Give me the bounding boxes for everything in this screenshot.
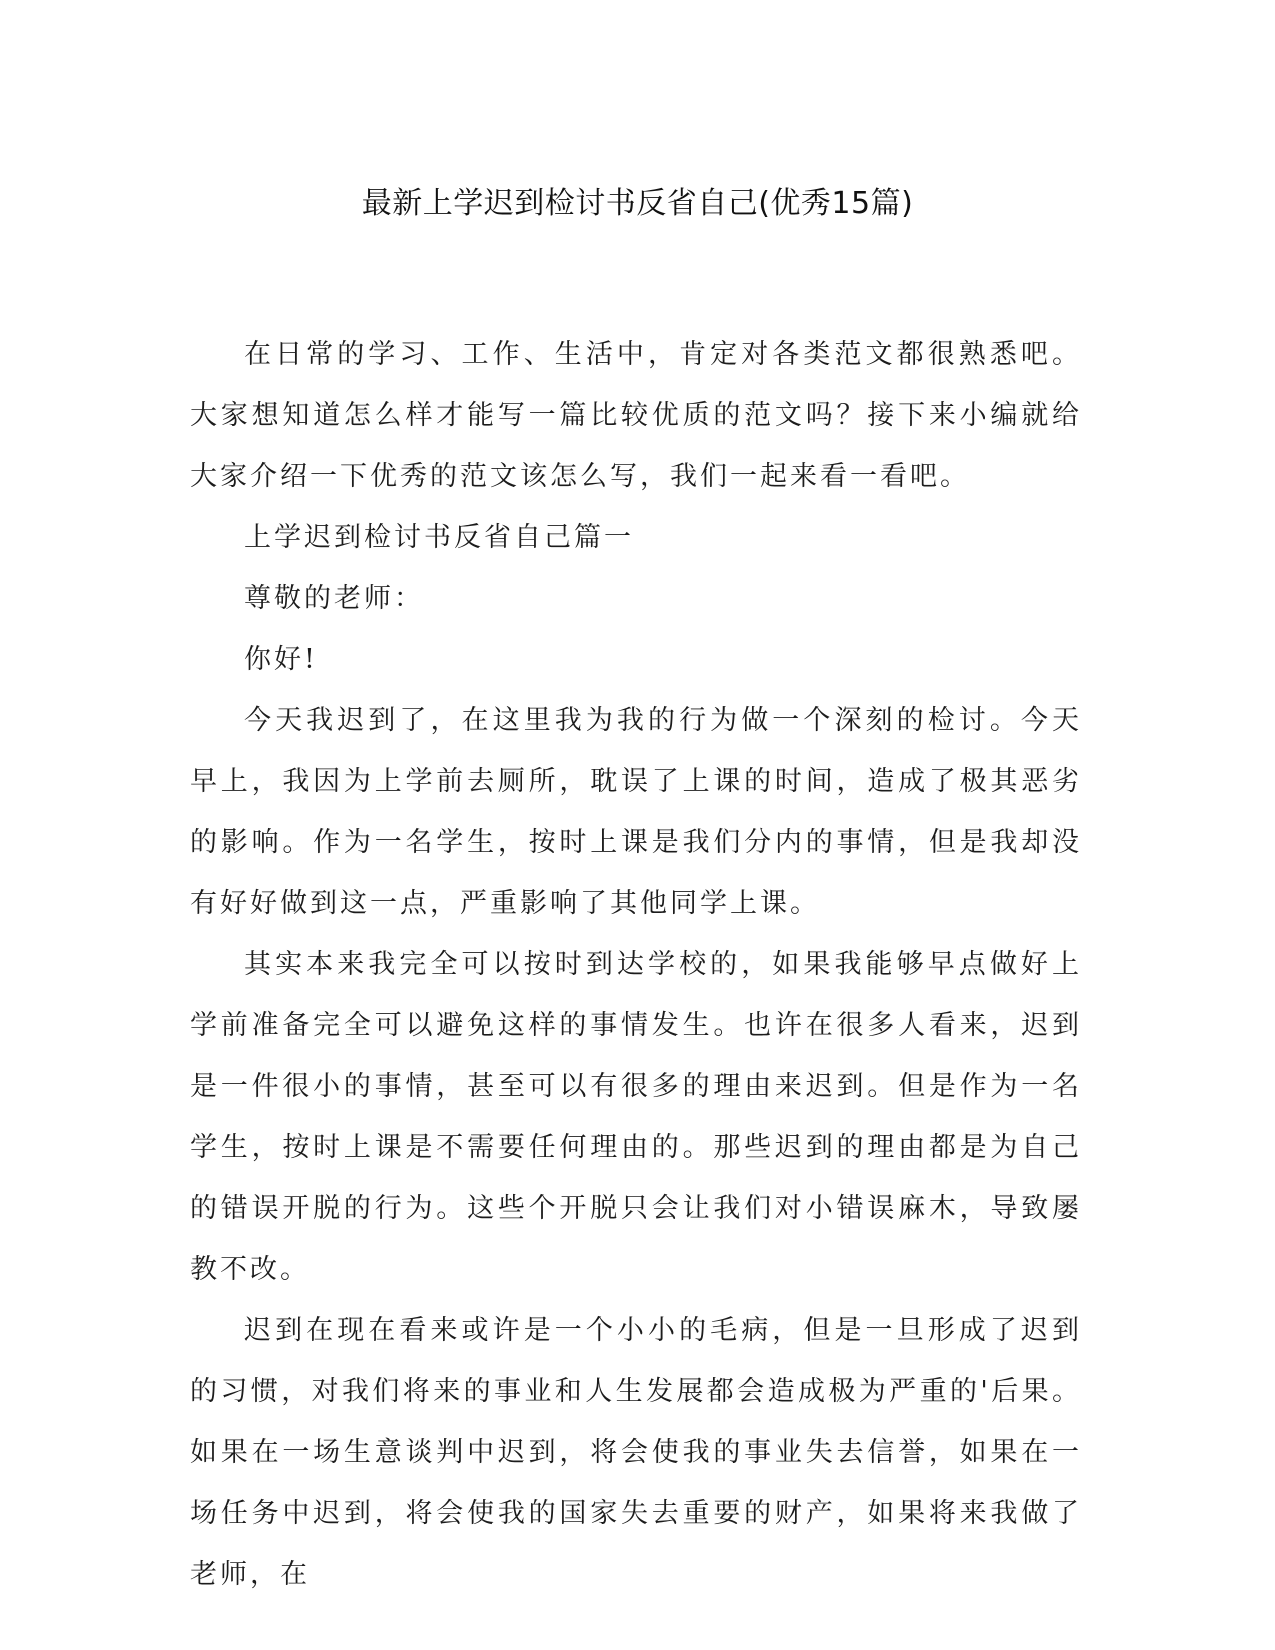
intro-paragraph: 在日常的学习、工作、生活中，肯定对各类范文都很熟悉吧。大家想知道怎么样才能写一篇比较优质的范文吗？接下来小编就给大家介绍一下优秀的范文该怎么写，我们一起来看一看吧。	[190, 339, 1082, 492]
greeting: 你好!	[244, 644, 318, 675]
body-paragraph: 今天我迟到了，在这里我为我的行为做一个深刻的检讨。今天早上，我因为上学前去厕所，耽误了上课的时间，造成了极其恶劣的影响。作为一名学生，按时上课是我们分内的事情，但是我却没有好好做到这一点，严重影响了其他同学上课。	[190, 705, 1082, 919]
section-heading: 上学迟到检讨书反省自己篇一	[244, 522, 634, 553]
body-paragraph: 迟到在现在看来或许是一个小小的毛病，但是一旦形成了迟到的习惯，对我们将来的事业和人生发展都会造成极为严重的'后果。如果在一场生意谈判中迟到，将会使我的事业失去信誉，如果在一场任务中迟到，将会使我的国家失去重要的财产，如果将来我做了老师，在	[190, 1315, 1082, 1590]
document-body	[190, 324, 1082, 1605]
salutation: 尊敬的老师：	[244, 583, 424, 614]
document-title: 最新上学迟到检讨书反省自己(优秀15篇)	[361, 186, 914, 221]
body-paragraph: 其实本来我完全可以按时到达学校的，如果我能够早点做好上学前准备完全可以避免这样的事情发生。也许在很多人看来，迟到是一件很小的事情，甚至可以有很多的理由来迟到。但是作为一名学生，按时上课是不需要任何理由的。那些迟到的理由都是为自己的错误开脱的行为。这些个开脱只会让我们对小错误麻木，导致屡教不改。	[190, 949, 1082, 1285]
